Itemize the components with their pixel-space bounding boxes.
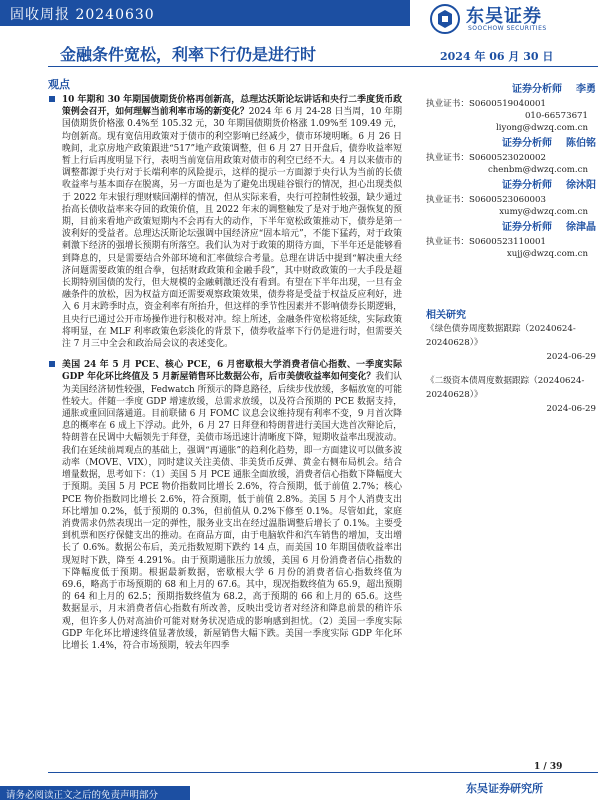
analyst-license: 执业证书：S0600523060003 bbox=[426, 195, 546, 205]
analyst-email[interactable]: liyong@dwzq.com.cn bbox=[496, 123, 588, 133]
analyst-license: 执业证书：S0600519040001 bbox=[426, 99, 546, 109]
logo-mark-icon bbox=[430, 4, 460, 34]
analyst-card bbox=[426, 178, 596, 218]
header-band bbox=[0, 0, 410, 26]
disclaimer-text: 请务必阅读正文之后的免责声明部分 bbox=[6, 790, 159, 800]
footer-divider bbox=[48, 772, 598, 773]
analyst-card bbox=[426, 82, 596, 134]
header-divider bbox=[48, 66, 598, 67]
analyst-role: 证券分析师 bbox=[502, 138, 552, 149]
analyst-license: 执业证书：S0600523020002 bbox=[426, 153, 546, 163]
analyst-name: 陈伯铭 bbox=[566, 138, 596, 149]
analyst-email[interactable]: xujj@dwzq.com.cn bbox=[506, 249, 588, 259]
body-paragraph bbox=[48, 359, 402, 652]
logo-text-en: SOOCHOW SECURITIES bbox=[468, 25, 547, 32]
logo-text-cn: 东吴证券 bbox=[466, 6, 542, 27]
analyst-role: 证券分析师 bbox=[502, 222, 552, 233]
analyst-name: 徐沐阳 bbox=[566, 180, 596, 191]
related-report-link[interactable]: 《二级资本债周度数据跟踪（20240624-20240628）》 bbox=[426, 376, 585, 400]
related-report-date: 2024-06-29 bbox=[546, 352, 596, 362]
analyst-email[interactable]: xumy@dwzq.com.cn bbox=[499, 207, 588, 217]
related-report-link[interactable]: 《绿色债券周度数据跟踪（20240624-20240628）》 bbox=[426, 324, 576, 348]
related-research-heading: 相关研究 bbox=[426, 310, 466, 321]
analyst-role: 证券分析师 bbox=[512, 84, 562, 95]
main-body bbox=[48, 94, 402, 661]
analyst-name: 徐津晶 bbox=[566, 222, 596, 233]
analyst-license: 执业证书：S0600523110001 bbox=[426, 237, 546, 247]
report-date: 2024 年 06 月 30 日 bbox=[440, 50, 554, 63]
company-logo bbox=[430, 2, 595, 38]
paragraph-lead: 10 年期和 30 年期国债期货价格再创新高，总理达沃斯论坛讲话和央行二季度货币政策例会召开，如何理解当前利率市场的新变化？ bbox=[62, 95, 402, 118]
bullet-square-icon bbox=[49, 361, 55, 367]
report-title: 金融条件宽松，利率下行仍是进行时 bbox=[60, 45, 317, 64]
analyst-name: 李勇 bbox=[576, 84, 596, 95]
related-report-date: 2024-06-29 bbox=[546, 404, 596, 414]
body-paragraph bbox=[48, 94, 402, 350]
page-number: 1 / 39 bbox=[534, 762, 563, 772]
bullet-square-icon bbox=[49, 96, 55, 102]
analyst-card bbox=[426, 220, 596, 260]
report-series-title: 固收周报 20240630 bbox=[10, 7, 155, 23]
section-label: 观点 bbox=[48, 78, 70, 91]
analyst-email[interactable]: chenbm@dwzq.com.cn bbox=[487, 165, 588, 175]
paragraph-text: 我们认为美国经济韧性较强，Fedwatch 所预示的降息路径，后续步伐放缓，多幅放宽的可能性较大。伴随一季度 GDP 增速放缓，总需求放缓，以及符合预期的 PCE 数据支持，通胀或重回回落通道。目前联储 6 月 FOMC 议息会议维持现有利率不变，9 月首次降息的概率在 6 成上下浮动。此外，6 月 27 日拜登和特朗普进行美国大选首次辩论后，特朗普在民调中大幅领先于拜登，美债市场迅速计清晰度下降，短期收益率出现波动。我们在延续前周观点的基础上，强调“再通胀”的趋利化趋势，即一方面建议可以做多波动率（MOVE、VIX），同时建议关注美债、非美货币反弹、黄金右侧布局机会。结合增量数据，思考如下：（1）美国 5 月 PCE 通胀全面放缓，消费者信心指数下降幅度大于预期。美国 5 月 PCE 物价指数同比增长 2.6%，符合预期，低于前值 2.7%；核心 PCE 物价指数同比增长 2.6%，符合预期，低于前值 2.8%。美国 5 月个人消费支出环比增加 0.2%，低于预期的 0.3%，但前值从 0.2%下修至 0.1%。尽管如此，家庭消费需求仍然表现出一定的弹性，服务业支出在经过温脂调整后增长了 0.1%。主要受到机票和医疗保健支出的推动。在商品方面，由于电脑软件和汽车销售的增加，支出增长了 0.6%。数据公布后，美元指数短期下跌约 14 点，而美国 10 年期国债收益率出现短时下跌，降至 4.291%。由于预期通胀压力放缓，美国 6 月份消费者信心指数的下降幅度低于预期。根据最新数据，密歇根大学 6 月份的消费者信心指数终值为 69.6，略高于市场预期的 68 和上月的 67.6。其中，现况指数终值为 65.9，超出预期的 64 和上月的 62.5；预期指数终值为 68.2，高于预期的 66 和上月的 65.6。这些数据显示，月末消费者信心指数有所改善，反映出受访者对经济和降息前景的稍许乐观，但许多人仍对高油价可能对财务状况造成的影响感到担忧。（2）美国一季度实际 GDP 年化环比增速终值显著放缓，新屋销售大幅下跌。美国一季度实际 GDP 年化环比增长 1.4%，符合市场预期，较去年四季 bbox=[62, 372, 403, 651]
footer-brand: 东吴证券研究所 bbox=[466, 782, 543, 795]
disclaimer-banner bbox=[0, 786, 190, 800]
analyst-role: 证券分析师 bbox=[502, 180, 552, 191]
paragraph-lead: 美国 24 年 5 月 PCE、核心 PCE，6 月密歇根大学消费者信心指数、一季度实际 GDP 年化环比终值及 5 月新屋销售环比数据公布，后市美债收益率如何变化？ bbox=[62, 360, 402, 383]
analyst-phone: 010-66573671 bbox=[524, 111, 588, 121]
analyst-card bbox=[426, 136, 596, 176]
analyst-sidebar bbox=[426, 82, 596, 262]
paragraph-text: 2024 年 6 月 24-28 日当周，10 年期国债期货价格涨 0.4%至 105.32 元，30 年期国债期货价格涨 1.09%至 109.49 元，均创新高。现有宽信用政策对于债市的利空影响已经减少，债市环境明晰。6 月 26 日晚间，北京房地产政策跟进“517”地产政策调整，但 6 月 27 日开盘后，债券收益率短暂上行后再度明显下行，表明当前宽信用政策对债市的利空已经不大。4 月以来债市的调整都源于央行对于长端利率的风险提示，这样的提示一方面源于央行认为当前的长债收益率与基本面存在脱离，另一方面也是为了避免出现硅谷银行的情况，担心出现类似于 2022 年末银行理财赎回潮样的情况，但从实际来看，央行可控制性较强，缺少通过抬高长债收益率来夺回的政策价值，且 2022 年末的调整触发了是对于地产强恢复的预期，目前来看地产政策短期内不会再有大的动作，下半年宽松政策推动下，债券是第一波利好的受益者。总理达沃斯论坛强调中国经济应“固本培元”，不能下猛药，对于政策刺激下经济的强增长预期有所落空。我们认为对于政策的期待方面，下半年还是能够看到降息的，只是需要结合外部环境和汇率做综合考量。总理在讲话中提到“解决重大经济问题需要政策的组合拳，包括财政政策和金融手段”，其中财政政策的一大手段是超长期特别国债的发行，但大规模的金融刺激还没有看到。有望在下半年出现，一旦有金融条件的放松，因为权益方面还需要观察政策效果，债券将是受益于权益反应利好，进入 6 月末跨季时点，资金利率有所抬升，但这样的季节性因素并不影响债券长期逻辑，且央行已通过公开市场操作进行积极对冲。综上所述，金融条件宽松将延续，实际政策将明显，在 MLF 利率政策色彩淡化的背景下，债券收益率下行仍是进行时，但需要关注 7 月三中全会和政治局会议的表述变化。 bbox=[62, 107, 402, 350]
